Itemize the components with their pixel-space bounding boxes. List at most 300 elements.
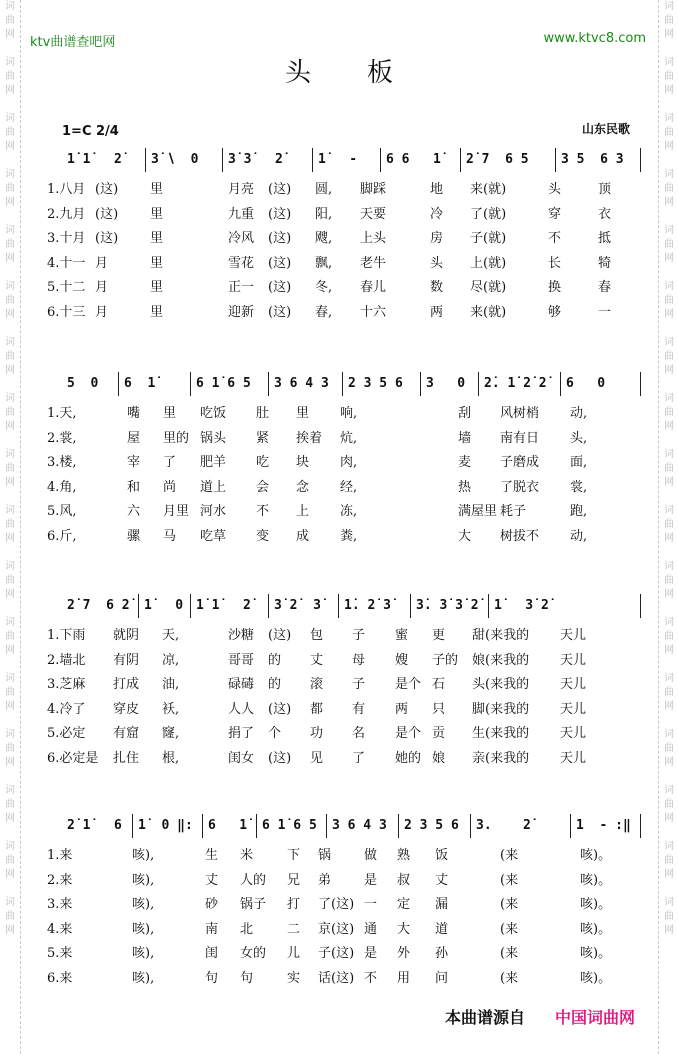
measure: 6 1̇ 6 5 [256, 814, 326, 838]
lyric-syllable: 春, [315, 304, 333, 320]
lyric-syllable: 子(就) [470, 231, 507, 246]
lyric-syllable: 包 [310, 628, 324, 643]
right-margin-line [658, 0, 659, 1054]
lyric-syllable: 亲(来我的 [472, 750, 530, 766]
lyric-syllable: (来 [500, 946, 519, 961]
lyric-syllable: 风树梢 [500, 406, 540, 421]
watermark-text: 词曲网 [664, 281, 674, 320]
lyric-syllable: 南 [205, 921, 219, 937]
lyric-syllable: 冬, [315, 280, 333, 295]
lyric-syllable: 道上 [200, 479, 227, 495]
lyric-syllable: 飘, [315, 255, 333, 271]
lyric-syllable: 丈 [205, 872, 219, 888]
lyric-syllable: 更 [432, 628, 446, 643]
lyric-syllable: 叔 [397, 872, 411, 888]
lyric-syllable: 正一 [228, 280, 255, 295]
lyric-syllable: 变 [256, 528, 270, 544]
lyric-syllable: (来 [500, 872, 519, 888]
lyric-syllable: 子 [352, 677, 366, 692]
lyric-syllable: 吃 [256, 455, 270, 470]
watermark-text: 词曲网 [664, 225, 674, 264]
watermark-text: 词曲网 [5, 785, 15, 824]
lyric-syllable: (来 [500, 848, 519, 863]
lyric-syllable: 六 [127, 504, 141, 519]
lyric-syllable: 里 [150, 206, 164, 222]
lyric-syllable: 锅 [318, 848, 332, 863]
lyric-syllable: 里 [150, 182, 164, 197]
watermark-text: 词曲网 [664, 841, 674, 880]
lyric-syllable: 娘 [432, 750, 446, 766]
lyric-syllable: 丈 [435, 872, 449, 888]
lyric-syllable: 人的 [240, 872, 267, 888]
measure: 5 0 [67, 376, 99, 391]
lyric-syllable: 5.必定 [47, 726, 86, 741]
lyric-syllable: 肚 [256, 406, 270, 421]
lyric-syllable: 弟 [318, 872, 332, 888]
measure: 6 6 1̇ [380, 148, 460, 172]
lyric-syllable: 抵 [598, 231, 612, 246]
lyric-syllable: 挨着 [296, 430, 323, 446]
lyric-syllable: 脚踩 [360, 182, 387, 197]
lyric-syllable: 咳), [132, 897, 155, 912]
lyric-syllable: 吃草 [200, 528, 227, 544]
watermark-text: 词曲网 [5, 225, 15, 264]
lyric-syllable: 碌碡 [228, 677, 255, 692]
source-site-link[interactable]: 中国词曲网 [555, 1008, 636, 1027]
lyric-syllable: 头 [430, 255, 444, 271]
lyric-syllable: 5.风, [47, 504, 77, 519]
lyric-syllable: 动, [570, 528, 588, 544]
lyric-syllable: 尽(就) [470, 280, 507, 295]
lyric-syllable: 生(来我的 [472, 726, 530, 741]
lyric-syllable: 了(这) [318, 897, 355, 912]
watermark-text: 词曲网 [664, 897, 674, 936]
lyric-syllable: 面, [570, 455, 588, 470]
lyric-syllable: 大 [458, 528, 472, 544]
lyric-syllable: 是个 [395, 726, 422, 741]
lyric-syllable: 是 [364, 946, 378, 961]
right-watermark [661, 0, 677, 952]
watermark-text: 词曲网 [5, 505, 15, 544]
barline [640, 148, 641, 172]
lyric-syllable: 念 [296, 479, 310, 495]
lyric-syllable: 子的 [432, 652, 459, 668]
barline [640, 594, 641, 618]
lyric-syllable: 满屋里 [458, 504, 498, 519]
lyric-syllable: (这) [268, 701, 292, 717]
watermark-text: 词曲网 [5, 169, 15, 208]
measure: 3 6 4 3 [268, 372, 342, 396]
lyric-syllable: 扎住 [113, 750, 140, 766]
lyric-syllable: 来(就) [470, 182, 507, 197]
lyric-syllable: 跑, [570, 504, 588, 519]
watermark-text: 词曲网 [664, 57, 674, 96]
lyric-syllable: 问 [435, 970, 449, 986]
lyric-syllable: 娘(来我的 [472, 652, 530, 668]
lyric-syllable: 天, [162, 628, 180, 643]
watermark-text: 词曲网 [5, 281, 15, 320]
lyric-syllable: 衣 [598, 206, 612, 222]
measure: 6 1̇ 6 5 [190, 372, 268, 396]
lyric-syllable: 2.来 [47, 872, 73, 888]
measure: 6 0 [560, 372, 640, 396]
lyric-syllable: 经, [340, 479, 358, 495]
measure: 2̇ 7 6 2̇ [67, 598, 130, 613]
lyric-syllable: 咳)。 [580, 872, 612, 888]
lyric-syllable: 两 [430, 304, 444, 320]
lyric-syllable: 十六 [360, 304, 387, 320]
lyric-syllable: 是个 [395, 677, 422, 692]
watermark-text: 词曲网 [664, 1, 674, 40]
lyric-syllable: 6.斤, [47, 528, 77, 544]
measure: 3̇ 3̇ 2̇ [222, 148, 312, 172]
lyric-syllable: 了 [163, 455, 177, 470]
source-label: 本曲谱源自 [445, 1008, 526, 1027]
lyric-syllable: 有窟 [113, 726, 140, 741]
lyric-syllable: 粪, [340, 528, 358, 544]
lyric-syllable: 马 [163, 528, 177, 544]
lyric-syllable: 不 [256, 504, 270, 519]
lyric-syllable: 的 [268, 677, 282, 692]
lyric-syllable: 块 [296, 455, 310, 470]
lyric-syllable: 天儿 [560, 701, 587, 717]
lyric-syllable: 儿 [287, 946, 301, 961]
lyric-syllable: 和 [127, 479, 141, 495]
lyric-syllable: 骡 [127, 528, 141, 544]
lyric-syllable: 3.楼, [47, 455, 77, 470]
watermark-text: 词曲网 [5, 561, 15, 600]
lyric-syllable: 5.来 [47, 946, 73, 961]
lyric-syllable: (这) [268, 628, 292, 643]
watermark-text: 词曲网 [5, 673, 15, 712]
lyric-syllable: 哥哥 [228, 652, 255, 668]
watermark-text: 词曲网 [664, 561, 674, 600]
measure: 1̇ 1̇ 2̇ [190, 594, 268, 618]
lyric-syllable: 飕, [315, 231, 333, 246]
lyric-syllable: 不 [548, 231, 562, 246]
watermark-text: 词曲网 [664, 785, 674, 824]
lyric-syllable: 春 [598, 280, 612, 295]
lyric-syllable: 肥羊 [200, 455, 227, 470]
barline [640, 814, 641, 838]
lyric-syllable: 裳, [570, 479, 588, 495]
measure: 3̇ ∖ 0 [145, 148, 222, 172]
left-margin-line [20, 0, 21, 1054]
lyric-syllable: 功 [310, 726, 324, 741]
lyric-syllable: 漏 [435, 897, 449, 912]
lyric-syllable: 根, [162, 750, 180, 766]
lyric-syllable: 南有日 [500, 430, 540, 446]
lyric-syllable: 闺 [205, 946, 219, 961]
lyric-syllable: 嘴 [127, 406, 141, 421]
watermark-text: 词曲网 [664, 617, 674, 656]
lyric-syllable: 老牛 [360, 255, 387, 271]
lyric-syllable: 嫂 [395, 652, 409, 668]
lyric-syllable: 女的 [240, 946, 267, 961]
lyric-syllable: 月 [95, 304, 109, 320]
measure: 6 1̇ [202, 814, 256, 838]
measure: 3̇. 3̇ 3̇ 2̇ [410, 594, 488, 618]
lyric-syllable: 1.天, [47, 406, 77, 421]
lyric-syllable: 一 [598, 304, 612, 320]
lyric-syllable: 来(就) [470, 304, 507, 320]
measure: 3 6 4 3 [326, 814, 398, 838]
lyric-syllable: 天儿 [560, 726, 587, 741]
watermark-text: 词曲网 [5, 449, 15, 488]
lyric-syllable: (这) [268, 304, 292, 320]
lyric-syllable: 外 [397, 946, 411, 961]
watermark-text: 词曲网 [664, 337, 674, 376]
lyric-syllable: 响, [340, 406, 358, 421]
measure: 1 - :‖ [570, 814, 640, 838]
lyric-syllable: 咳), [132, 848, 155, 863]
lyric-syllable: 京(这) [318, 921, 355, 937]
lyric-syllable: 月 [95, 280, 109, 295]
watermark-text: 词曲网 [664, 393, 674, 432]
watermark-text: 词曲网 [5, 393, 15, 432]
watermark-text: 词曲网 [664, 113, 674, 152]
measure: 2̇ 7 6 5 [460, 148, 555, 172]
lyric-syllable: 了脱衣 [500, 479, 540, 495]
lyric-syllable: 咳)。 [580, 921, 612, 937]
lyric-syllable: 饭 [435, 848, 449, 863]
lyric-syllable: 犄 [598, 255, 612, 271]
lyric-syllable: 天儿 [560, 677, 587, 692]
lyric-syllable: 屋 [127, 430, 141, 446]
lyric-syllable: 头(来我的 [472, 677, 530, 692]
lyric-syllable: 句 [205, 970, 219, 986]
lyric-syllable: 凉, [162, 652, 180, 668]
lyric-syllable: 她的 [395, 750, 422, 766]
measure: 1̇ - [312, 148, 380, 172]
measure: 3. 2̇ [470, 814, 570, 838]
lyric-syllable: 脚(来我的 [472, 701, 530, 717]
lyric-syllable: 6.来 [47, 970, 73, 986]
watermark-text: 词曲网 [5, 113, 15, 152]
lyric-syllable: 3.来 [47, 897, 73, 912]
lyric-syllable: 2.墙北 [47, 652, 86, 668]
lyric-syllable: 上(就) [470, 255, 507, 271]
lyric-syllable: 里 [163, 406, 177, 421]
lyric-syllable: 袄, [162, 701, 180, 717]
song-title: 头板 [284, 58, 449, 88]
lyric-syllable: 甜(来我的 [472, 628, 530, 643]
lyric-syllable: 二 [287, 921, 301, 937]
lyric-syllable: 换 [548, 280, 562, 295]
lyric-syllable: 子磨成 [500, 455, 540, 470]
lyric-syllable: 动, [570, 406, 588, 421]
lyric-syllable: 做 [364, 848, 378, 863]
lyric-syllable: 闺女 [228, 750, 255, 766]
lyric-syllable: 天儿 [560, 628, 587, 643]
measure: 1̇ 0 [138, 594, 190, 618]
lyric-syllable: 窿, [162, 726, 180, 741]
measure: 1̇ 0 ‖: [132, 814, 202, 838]
lyric-syllable: 锅头 [200, 430, 227, 446]
lyric-syllable: (来 [500, 897, 519, 912]
lyric-syllable: (这) [268, 750, 292, 766]
lyric-syllable: 里 [150, 280, 164, 295]
watermark-text: 词曲网 [5, 897, 15, 936]
lyric-syllable: 紧 [256, 430, 270, 446]
lyric-syllable: 有阴 [113, 652, 140, 668]
lyric-syllable: 热 [458, 479, 472, 495]
watermark-text: 词曲网 [664, 673, 674, 712]
lyric-syllable: 里 [150, 231, 164, 246]
lyric-syllable: 3.芝麻 [47, 677, 86, 692]
lyric-syllable: 够 [548, 304, 562, 320]
lyric-syllable: (这) [95, 206, 119, 222]
lyric-syllable: 月里 [163, 504, 190, 519]
watermark-text: 词曲网 [5, 617, 15, 656]
lyric-syllable: 咳)。 [580, 946, 612, 961]
lyric-syllable: 滚 [310, 677, 324, 692]
lyric-syllable: 定 [397, 897, 411, 912]
watermark-text: 词曲网 [664, 449, 674, 488]
lyric-syllable: 石 [432, 677, 446, 692]
lyric-syllable: 打 [287, 897, 301, 912]
watermark-text: 词曲网 [5, 1, 15, 40]
lyric-syllable: 就阴 [113, 628, 140, 643]
lyric-syllable: 生 [205, 848, 219, 863]
site-name-left[interactable]: ktv曲谱查吧网 [30, 35, 116, 50]
lyric-syllable: 道 [435, 921, 449, 937]
lyric-syllable: (这) [95, 231, 119, 246]
lyric-syllable: 树拔不 [500, 528, 540, 544]
lyric-syllable: 穿 [548, 206, 562, 222]
lyric-syllable: 锅子 [240, 897, 267, 912]
lyric-syllable: 墙 [458, 430, 472, 446]
lyric-syllable: (这) [268, 231, 292, 246]
key-signature: 1=C 2/4 [62, 124, 119, 139]
lyric-syllable: 月 [95, 255, 109, 271]
song-origin: 山东民歌 [581, 122, 630, 136]
lyric-syllable: (这) [268, 280, 292, 295]
lyric-syllable: 咳), [132, 921, 155, 937]
lyric-syllable: 是 [364, 872, 378, 888]
lyric-syllable: 北 [240, 921, 254, 937]
measure: 3̇ 2̇ 3̇ [268, 594, 338, 618]
measure: 1̇ 3̇ 2̇ [488, 594, 570, 618]
lyric-syllable: 数 [430, 280, 444, 295]
watermark-text: 词曲网 [664, 729, 674, 768]
lyric-syllable: 兄 [287, 872, 301, 888]
site-url-right[interactable]: www.ktvc8.com [543, 31, 646, 46]
lyric-syllable: 孙 [435, 946, 449, 961]
lyric-syllable: (这) [268, 206, 292, 222]
lyric-syllable: 顶 [598, 182, 612, 197]
measure: 2̇ 1̇ 6 [67, 818, 122, 833]
lyric-syllable: 丈 [310, 652, 324, 668]
lyric-syllable: 大 [397, 921, 411, 937]
watermark-text: 词曲网 [5, 841, 15, 880]
lyric-syllable: 1.来 [47, 848, 73, 863]
lyric-syllable: 炕, [340, 430, 358, 446]
lyric-syllable: 句 [240, 970, 254, 986]
lyric-syllable: (这) [95, 182, 119, 197]
lyric-syllable: 捐了 [228, 726, 255, 741]
lyric-syllable: 2.裳, [47, 430, 77, 446]
lyric-syllable: 天儿 [560, 652, 587, 668]
lyric-syllable: 两 [395, 701, 409, 717]
lyric-syllable: 6.必定是 [47, 750, 99, 766]
watermark-text: 词曲网 [5, 337, 15, 376]
lyric-syllable: 打成 [113, 677, 140, 692]
lyric-syllable: 月亮 [228, 182, 255, 197]
lyric-syllable: 用 [397, 970, 411, 986]
lyric-syllable: 2.九月 [47, 206, 86, 222]
lyric-syllable: 实 [287, 970, 301, 986]
lyric-syllable: 咳)。 [580, 970, 612, 986]
lyric-syllable: 只 [432, 701, 446, 717]
lyric-syllable: 名 [352, 726, 366, 741]
watermark-text: 词曲网 [5, 729, 15, 768]
lyric-syllable: 头 [548, 182, 562, 197]
lyric-syllable: 咳), [132, 872, 155, 888]
lyric-syllable: 通 [364, 921, 378, 937]
lyric-syllable: 油, [162, 677, 180, 692]
lyric-syllable: 了 [352, 750, 366, 766]
lyric-syllable: 话(这) [318, 970, 355, 986]
lyric-syllable: 一 [364, 897, 378, 912]
lyric-syllable: 会 [256, 479, 270, 495]
lyric-syllable: 刮 [458, 406, 472, 421]
lyric-syllable: 个 [268, 726, 282, 741]
lyric-syllable: 宰 [127, 455, 141, 470]
watermark-text: 词曲网 [664, 505, 674, 544]
lyric-syllable: 地 [430, 182, 444, 197]
lyric-syllable: 5.十二 [47, 280, 86, 295]
lyric-syllable: 咳), [132, 946, 155, 961]
lyric-syllable: 咳)。 [580, 897, 612, 912]
lyric-syllable: 天要 [360, 206, 387, 222]
measure: 6 1̇ [118, 372, 190, 396]
lyric-syllable: 雪花 [228, 255, 255, 271]
barline [640, 372, 641, 396]
lyric-syllable: 里的 [163, 430, 190, 446]
lyric-syllable: 的 [268, 652, 282, 668]
measure: 1̇. 2̇ 3̇ [338, 594, 410, 618]
lyric-syllable: 子(这) [318, 946, 355, 961]
lyric-syllable: 咳), [132, 970, 155, 986]
lyric-syllable: 母 [352, 652, 366, 668]
lyric-syllable: 了(就) [470, 206, 507, 222]
lyric-syllable: 3.十月 [47, 231, 86, 246]
lyric-syllable: 冻, [340, 504, 358, 519]
lyric-syllable: 沙糖 [228, 628, 255, 643]
lyric-syllable: 冷风 [228, 231, 255, 246]
lyric-syllable: 见 [310, 750, 324, 766]
lyric-syllable: 子 [352, 628, 366, 643]
lyric-syllable: 里 [296, 406, 310, 421]
lyric-syllable: 4.十一 [47, 255, 86, 271]
watermark-text: 词曲网 [5, 57, 15, 96]
lyric-syllable: (这) [268, 182, 292, 197]
lyric-syllable: 阳, [315, 206, 333, 222]
lyric-syllable: 圆, [315, 182, 333, 197]
lyric-syllable: 都 [310, 701, 324, 717]
measure: 2 3 5 6 [342, 372, 420, 396]
measure: 3 5 6 3 [555, 148, 640, 172]
lyric-syllable: 4.来 [47, 921, 73, 937]
lyric-syllable: 贡 [432, 726, 446, 741]
lyric-syllable: 1.八月 [47, 182, 86, 197]
measure: 2 3 5 6 [398, 814, 470, 838]
lyric-syllable: 4.角, [47, 479, 77, 495]
lyric-syllable: 尚 [163, 479, 177, 495]
lyric-syllable: 麦 [458, 455, 472, 470]
lyric-syllable: 头, [570, 430, 588, 446]
